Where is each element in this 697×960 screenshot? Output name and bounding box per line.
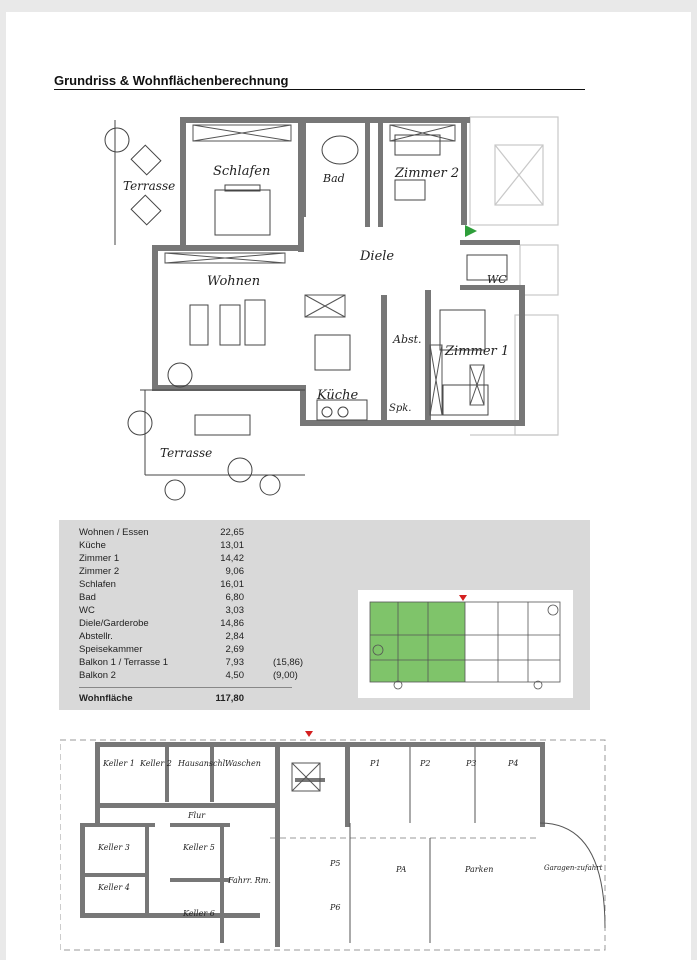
thumbnail-plan xyxy=(358,590,573,698)
room-label-zimmer1: Zimmer 1 xyxy=(445,344,510,359)
area-row: WC 3,03 xyxy=(79,605,244,616)
label-garagenzufahrt: Garagen-zufahrt xyxy=(544,864,603,872)
parking-label-p5: P5 xyxy=(330,859,341,868)
room-label-terrasse-top: Terrasse xyxy=(123,179,176,193)
room-label-keller3: Keller 3 xyxy=(98,843,130,852)
area-row: Wohnen / Essen 22,65 xyxy=(79,527,244,538)
total-row: Wohnfläche 117,80 xyxy=(79,693,244,704)
area-row: Schlafen 16,01 xyxy=(79,579,244,590)
page-title: Grundriss & Wohnflächenberechnung xyxy=(54,73,585,90)
basement-plan xyxy=(60,728,620,960)
parking-label-parken: Parken xyxy=(465,865,494,874)
parking-label-p2: P2 xyxy=(420,759,431,768)
total-divider xyxy=(79,687,292,688)
room-label-spk: Spk. xyxy=(389,403,412,414)
entrance-marker xyxy=(465,225,477,237)
room-label-diele: Diele xyxy=(360,249,395,264)
area-row: Speisekammer 2,69 xyxy=(79,644,244,655)
area-row: Küche 13,01 xyxy=(79,540,244,551)
parking-label-p6: P6 xyxy=(330,903,341,912)
room-label-keller4: Keller 4 xyxy=(98,883,130,892)
room-label-wohnen: Wohnen xyxy=(207,274,261,289)
basement-entrance-marker xyxy=(305,731,313,737)
area-row: Diele/Garderobe 14,86 xyxy=(79,618,244,629)
room-label-waschen: Waschen xyxy=(225,759,261,768)
area-row: Zimmer 2 9,06 xyxy=(79,566,244,577)
room-label-zimmer2: Zimmer 2 xyxy=(395,166,460,181)
area-row: Balkon 1 / Terrasse 1 7,93 (15,86) xyxy=(79,657,304,668)
room-label-wc: WC xyxy=(487,273,507,286)
room-label-abst: Abst. xyxy=(393,333,422,346)
parking-label-p4: P4 xyxy=(508,759,519,768)
area-row: Balkon 2 4,50 (9,00) xyxy=(79,670,298,681)
room-label-hausanschl: Hausanschl. xyxy=(178,759,228,768)
area-row: Abstellr. 2,84 xyxy=(79,631,244,642)
room-label-keller6: Keller 6 xyxy=(183,909,215,918)
room-label-flur: Flur xyxy=(188,811,206,820)
area-row: Bad 6,80 xyxy=(79,592,244,603)
room-label-terrasse-bottom: Terrasse xyxy=(160,446,213,460)
area-row: Zimmer 1 14,42 xyxy=(79,553,244,564)
neighbour-unit xyxy=(470,117,558,435)
parking-label-pa: PA xyxy=(396,865,407,874)
room-label-bad: Bad xyxy=(323,172,345,185)
parking-label-p3: P3 xyxy=(466,759,477,768)
room-label-schlafen: Schlafen xyxy=(213,164,271,179)
terrace-plants xyxy=(105,120,305,500)
room-label-keller5: Keller 5 xyxy=(183,843,215,852)
room-label-kueche: Küche xyxy=(317,388,359,403)
unit-location-thumbnail xyxy=(358,590,573,698)
outer-walls xyxy=(152,117,525,426)
room-label-keller2: Keller 2 xyxy=(140,759,172,768)
floor-plan xyxy=(95,105,565,505)
room-label-fahrradraum: Fahrr. Rm. xyxy=(228,876,271,885)
parking-label-p1: P1 xyxy=(370,759,381,768)
room-label-keller1: Keller 1 xyxy=(103,759,135,768)
